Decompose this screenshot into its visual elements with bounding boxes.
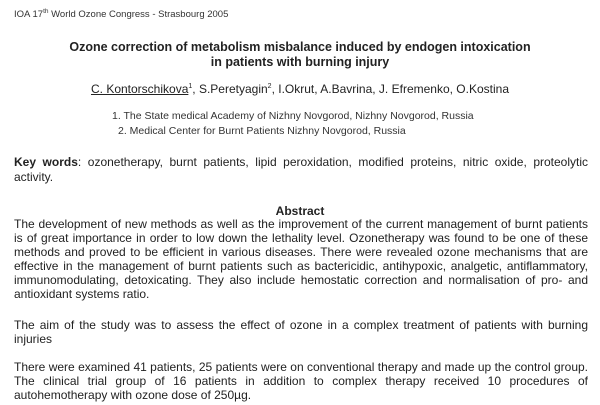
abstract-paragraph-2: The aim of the study was to assess the effect of ozone in a complex treatment of patients with burning injuries bbox=[14, 318, 588, 346]
header-superscript: th bbox=[43, 8, 49, 15]
abstract-heading: Abstract bbox=[275, 204, 325, 218]
header-suffix: World Ozone Congress - Strasbourg 2005 bbox=[48, 9, 229, 21]
abstract-paragraph-1: The development of new methods as well as the improvement of the current management of burnt patients is of great importance in order to low down the lethality level. Ozonetherapy was found to be one of these methods and proved to be efficient in various diseases. There were revealed ozone mechanisms that are effective in the management of burnt patients such as bactericidic, antihypoxic, analgetic, antiflammatory, immunomodulating, detoxicating. They also include hemostatic correction and normalisation of pro- and antioxidant systems ratio. bbox=[14, 217, 588, 301]
header-prefix: IOA 17 bbox=[14, 9, 44, 21]
second-author-affiliation-mark: 2 bbox=[267, 83, 272, 90]
first-author: C. Kontorschikova bbox=[90, 82, 189, 96]
affiliation-2: 2. Medical Center for Burnt Patients Nizhny Novgorod, Russia bbox=[118, 125, 406, 137]
keywords-text: : ozonetherapy, burnt patients, lipid peroxidation, modified proteins, nitric oxide, proteolytic activity. bbox=[14, 155, 589, 184]
author-list bbox=[0, 82, 600, 96]
title-line-2: in patients with burning injury bbox=[210, 55, 390, 69]
second-author: , S.Peretyagin bbox=[192, 82, 268, 96]
title-line-1: Ozone correction of metabolism misbalance induced by endogen intoxication bbox=[69, 40, 531, 54]
affiliation-1: 1. The State medical Academy of Nizhny Novgorod, Nizhny Novgorod, Russia bbox=[112, 110, 474, 122]
keywords bbox=[14, 155, 588, 185]
abstract-paragraph-3: There were examined 41 patients, 25 patients were on conventional therapy and made up the control group. The clinical trial group of 16 patients in addition to complex therapy received 10 procedures of autohemotherapy with ozone dose of 250µg. bbox=[14, 360, 588, 402]
running-header bbox=[14, 8, 228, 20]
paper-title bbox=[0, 40, 600, 70]
other-authors: , I.Okrut, A.Bavrina, J. Efremenko, O.Kostina bbox=[271, 82, 509, 96]
first-author-affiliation-mark: 1 bbox=[188, 83, 193, 90]
keywords-label: Key words bbox=[14, 155, 78, 169]
